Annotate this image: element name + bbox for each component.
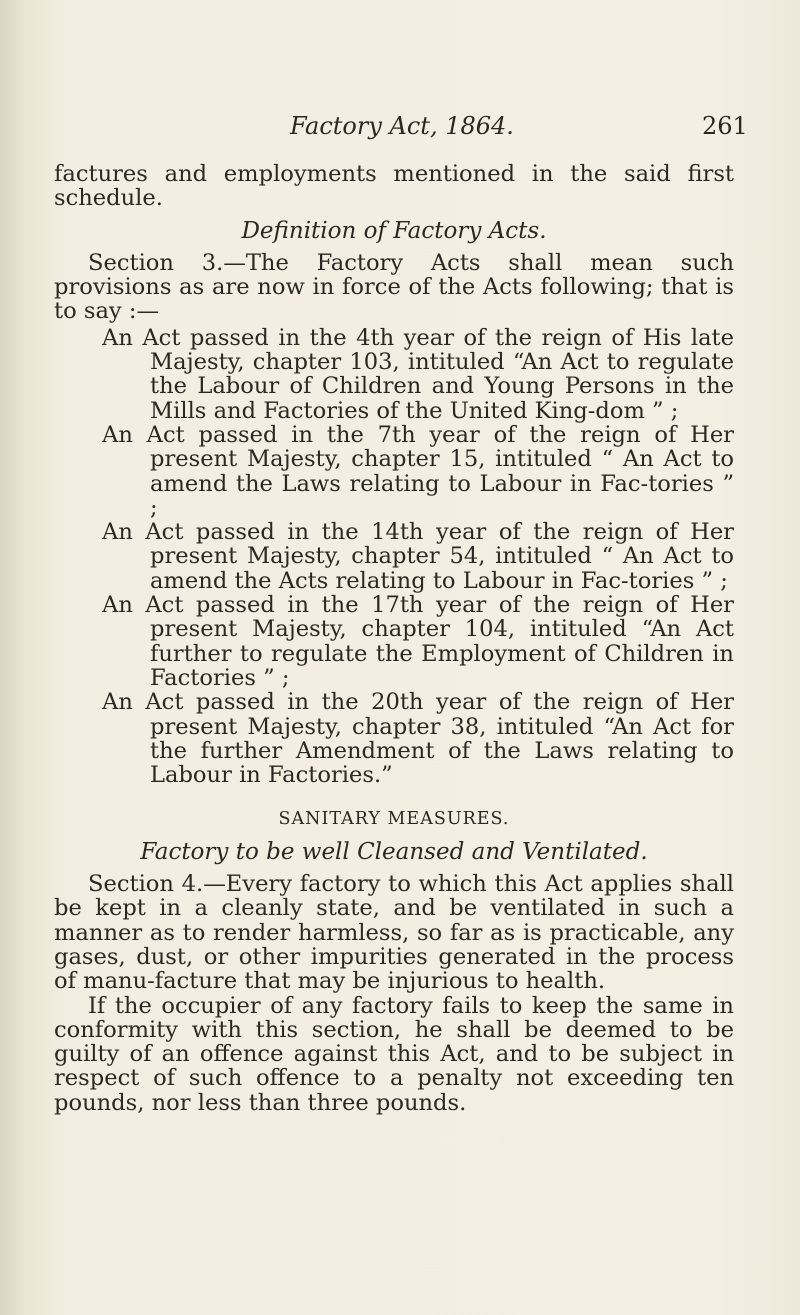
- page-number: 261: [702, 112, 748, 140]
- act-item-4th-year: An Act passed in the 4th year of the reign of His late Majesty, chapter 103, intituled “An Act to regulate the Labour of Children and Young Persons in the Mills and Factories of the United King-dom ” ;: [102, 324, 734, 424]
- ventilation-heading: Factory to be well Cleansed and Ventilated.: [140, 838, 648, 865]
- penalty-paragraph: If the occupier of any factory fails to keep the same in conformity with this section, he shall be deemed to be guilty of an offence against this Act, and to be subject in respect of such offence to a penalty not exceeding ten pounds, nor less than three pounds.: [54, 992, 734, 1116]
- sanitary-measures-heading: SANITARY MEASURES.: [278, 809, 510, 830]
- section-3-intro: Section 3.—The Factory Acts shall mean such provisions as are now in force of the Acts following; that is to say :—: [54, 249, 734, 325]
- section-4-paragraph: Section 4.—Every factory to which this Act applies shall be kept in a cleanly state, and be ventilated in such a manner as to render harmless, so far as is practicable, any gases, dust, or other impurities generated in the process of manu-facture that may be injurious to health.: [54, 871, 734, 995]
- running-head-title: Factory Act, 1864.: [290, 112, 514, 140]
- act-item-14th-year: An Act passed in the 14th year of the reign of Her present Majesty, chapter 54, intituled “ An Act to amend the Acts relating to Labour in Fac-tories ” ;: [102, 519, 734, 594]
- act-item-7th-year: An Act passed in the 7th year of the reign of Her present Majesty, chapter 15, intituled “ An Act to amend the Laws relating to Labour in Fac-tories ” ;: [102, 421, 734, 521]
- acts-list: [54, 326, 734, 788]
- definition-heading: Definition of Factory Acts.: [241, 217, 547, 244]
- running-head: [0, 112, 800, 142]
- continuation-paragraph: factures and employments mentioned in the said first schedule.: [54, 161, 734, 212]
- page-body: [54, 162, 734, 1115]
- act-item-17th-year: An Act passed in the 17th year of the reign of Her present Majesty, chapter 104, intituled “An Act further to regulate the Employment of Children in Factories ” ;: [102, 592, 734, 691]
- act-item-20th-year: An Act passed in the 20th year of the reign of Her present Majesty, chapter 38, intituled “An Act for the further Amendment of the Laws relating to Labour in Factories.”: [102, 689, 734, 789]
